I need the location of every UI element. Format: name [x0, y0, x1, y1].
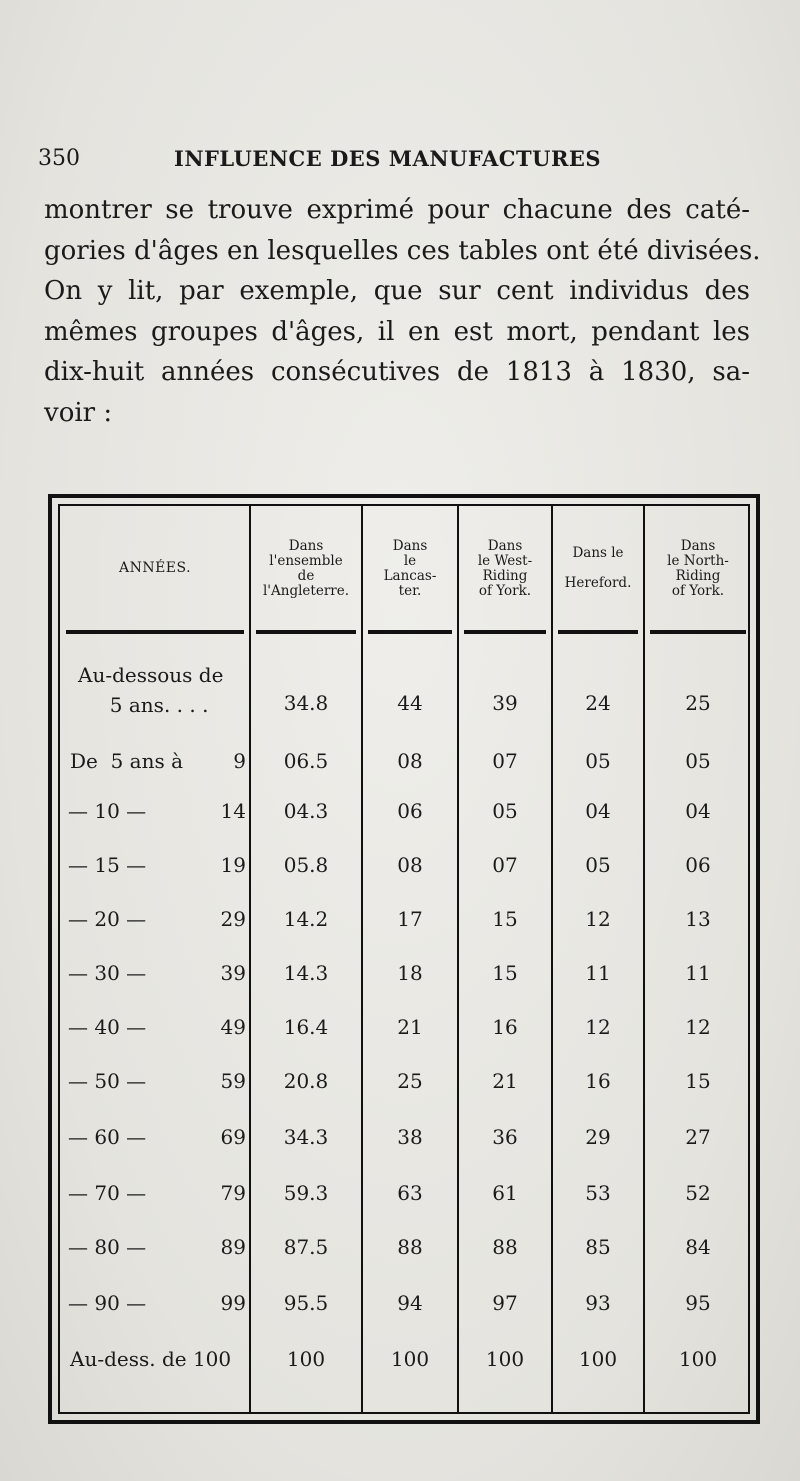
age-label: Au-dess. de 100 — [70, 1347, 232, 1371]
age-upper-bound: 89 — [220, 1235, 246, 1259]
table-row — [60, 796, 748, 840]
paragraph-line: On y lit, par exemple, que sur cent individus des — [44, 276, 750, 306]
page-number: 350 — [38, 146, 80, 171]
column-header: Dans le West- Riding of York. — [477, 537, 533, 599]
header-rule — [558, 630, 638, 634]
mortality-value: 11 — [585, 961, 611, 985]
age-upper-bound: 19 — [220, 853, 246, 877]
mortality-value: 05 — [585, 853, 611, 877]
mortality-value: 93 — [585, 1291, 611, 1315]
mortality-value: 07 — [492, 749, 518, 773]
mortality-value: 88 — [492, 1235, 518, 1259]
body-paragraph — [44, 190, 761, 433]
table-row — [60, 660, 748, 717]
mortality-value: 100 — [485, 1347, 525, 1371]
mortality-value: 39 — [492, 691, 518, 715]
column-header: Dans le Lancas- ter. — [383, 537, 437, 599]
table-row — [60, 1066, 748, 1110]
header-rule — [650, 630, 746, 634]
age-upper-bound: 39 — [220, 961, 246, 985]
header-rule — [256, 630, 356, 634]
paragraph-line: voir : — [44, 397, 113, 428]
column-header: Dans le North- Riding of York. — [667, 537, 729, 599]
mortality-value: 100 — [286, 1347, 326, 1371]
table-row — [60, 1288, 748, 1332]
mortality-value: 16 — [492, 1015, 518, 1039]
mortality-value: 63 — [397, 1181, 423, 1205]
age-upper-bound: 99 — [220, 1291, 246, 1315]
paragraph-line: mêmes groupes d'âges, il en est mort, pendant les — [44, 316, 750, 347]
age-label: — 10 — — [68, 799, 147, 823]
mortality-value: 27 — [685, 1125, 711, 1149]
age-upper-bound: 49 — [220, 1015, 246, 1039]
mortality-value: 05 — [685, 749, 711, 773]
mortality-value: 12 — [585, 1015, 611, 1039]
age-label: De 5 ans à — [70, 749, 184, 773]
mortality-value: 04 — [585, 799, 611, 823]
mortality-value: 52 — [685, 1181, 711, 1205]
mortality-value: 05 — [492, 799, 518, 823]
mortality-value: 97 — [492, 1291, 518, 1315]
mortality-value: 61 — [492, 1181, 518, 1205]
mortality-value: 100 — [390, 1347, 430, 1371]
age-label: — 15 — — [68, 853, 147, 877]
table-frame — [58, 504, 750, 1414]
mortality-value: 95.5 — [283, 1291, 329, 1315]
mortality-value: 18 — [397, 961, 423, 985]
mortality-value: 11 — [685, 961, 711, 985]
paragraph-line: dix-huit années consécutives de 1813 à 1830, sa- — [44, 357, 750, 387]
age-label: — 20 — — [68, 907, 147, 931]
header-rule — [66, 630, 244, 634]
page-header — [38, 146, 758, 176]
age-label: — 50 — — [68, 1069, 147, 1093]
mortality-value: 15 — [492, 961, 518, 985]
mortality-value: 44 — [397, 691, 423, 715]
mortality-value: 15 — [685, 1069, 711, 1093]
mortality-value: 12 — [685, 1015, 711, 1039]
mortality-value: 100 — [678, 1347, 718, 1371]
header-rule — [368, 630, 452, 634]
age-label: — 80 — — [68, 1235, 147, 1259]
header-rule — [464, 630, 546, 634]
age-label: — 60 — — [68, 1125, 147, 1149]
age-label: — 30 — — [68, 961, 147, 985]
mortality-value: 06 — [685, 853, 711, 877]
age-upper-bound: 59 — [220, 1069, 246, 1093]
table-row — [60, 904, 748, 948]
mortality-value: 25 — [685, 691, 711, 715]
mortality-value: 08 — [397, 853, 423, 877]
mortality-value: 13 — [685, 907, 711, 931]
mortality-value: 29 — [585, 1125, 611, 1149]
age-upper-bound: 79 — [220, 1181, 246, 1205]
mortality-value: 04 — [685, 799, 711, 823]
mortality-value: 20.8 — [283, 1069, 329, 1093]
mortality-value: 07 — [492, 853, 518, 877]
table-row — [60, 1344, 748, 1388]
mortality-value: 14.3 — [283, 961, 329, 985]
mortality-value: 16.4 — [283, 1015, 329, 1039]
age-label: — 40 — — [68, 1015, 147, 1039]
table-row — [60, 1122, 748, 1166]
mortality-value: 08 — [397, 749, 423, 773]
age-upper-bound: 69 — [220, 1125, 246, 1149]
mortality-value: 05 — [585, 749, 611, 773]
mortality-value: 06 — [397, 799, 423, 823]
column-header: Dans le Hereford. — [564, 545, 632, 591]
mortality-value: 16 — [585, 1069, 611, 1093]
mortality-value: 04.3 — [283, 799, 329, 823]
mortality-value: 85 — [585, 1235, 611, 1259]
table-row — [60, 1232, 748, 1276]
age-label: — 90 — — [68, 1291, 147, 1315]
mortality-value: 21 — [397, 1015, 423, 1039]
mortality-value: 25 — [397, 1069, 423, 1093]
age-upper-bound: 9 — [233, 749, 246, 773]
mortality-value: 34.3 — [283, 1125, 329, 1149]
mortality-value: 100 — [578, 1347, 618, 1371]
table-row — [60, 850, 748, 894]
mortality-table — [48, 494, 760, 1424]
age-upper-bound: 29 — [220, 907, 246, 931]
mortality-value: 15 — [492, 907, 518, 931]
mortality-value: 14.2 — [283, 907, 329, 931]
mortality-value: 53 — [585, 1181, 611, 1205]
paragraph-line: gories d'âges en lesquelles ces tables ont été divisées. — [44, 235, 761, 266]
mortality-value: 38 — [397, 1125, 423, 1149]
age-upper-bound: 14 — [220, 799, 246, 823]
mortality-value: 05.8 — [283, 853, 329, 877]
mortality-value: 88 — [397, 1235, 423, 1259]
column-header: Dans l'ensemble de l'Angleterre. — [262, 537, 350, 599]
mortality-value: 21 — [492, 1069, 518, 1093]
mortality-value: 17 — [397, 907, 423, 931]
table-row — [60, 958, 748, 1002]
paragraph-line: montrer se trouve exprimé pour chacune des caté- — [44, 195, 750, 225]
mortality-value: 24 — [585, 691, 611, 715]
running-head: INFLUENCE DES MANUFACTURES — [174, 146, 602, 171]
mortality-value: 94 — [397, 1291, 423, 1315]
table-row — [60, 1012, 748, 1056]
mortality-value: 59.3 — [283, 1181, 329, 1205]
mortality-value: 36 — [492, 1125, 518, 1149]
mortality-value: 95 — [685, 1291, 711, 1315]
mortality-value: 87.5 — [283, 1235, 329, 1259]
mortality-value: 84 — [685, 1235, 711, 1259]
table-row — [60, 746, 748, 790]
age-label: Au-dessous de 5 ans. . . . — [78, 663, 224, 717]
mortality-value: 06.5 — [283, 749, 329, 773]
mortality-value: 12 — [585, 907, 611, 931]
mortality-value: 34.8 — [283, 691, 329, 715]
column-header: ANNÉES. — [118, 560, 192, 576]
age-label: — 70 — — [68, 1181, 147, 1205]
table-row — [60, 1178, 748, 1222]
